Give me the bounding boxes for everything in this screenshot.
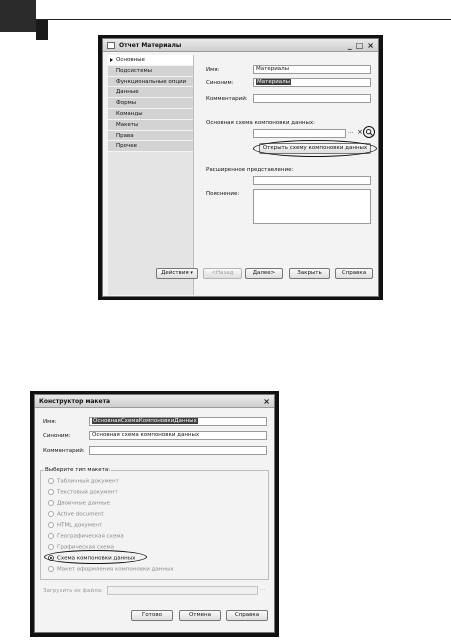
comment-label: Комментарий:: [43, 448, 85, 454]
minimize-button[interactable]: _: [347, 41, 352, 50]
radio-label: Графическая схема: [57, 544, 115, 551]
radio-spreadsheet-document[interactable]: [48, 478, 119, 485]
load-from-file-field[interactable]: [107, 586, 258, 595]
synonym-field[interactable]: [253, 78, 371, 87]
radio-icon: [48, 544, 54, 550]
schema-clear-button[interactable]: ×: [357, 128, 363, 136]
radio-label: Схема компоновки данных: [57, 555, 136, 562]
explanation-field[interactable]: [253, 189, 371, 224]
radio-label: Active document: [57, 511, 104, 518]
radio-label: Табличный документ: [57, 478, 119, 485]
radio-html-document[interactable]: [48, 522, 102, 529]
load-from-file-label: Загрузить из файла:: [43, 588, 103, 594]
comment-field[interactable]: [253, 94, 371, 103]
name-label: Имя:: [43, 419, 57, 425]
radio-icon: [48, 511, 54, 517]
explanation-label: Пояснение:: [206, 191, 240, 197]
report-window-titlebar: [103, 39, 378, 52]
sidebar-item-functional-options[interactable]: Функциональные опции: [108, 77, 193, 88]
open-schema-highlight: [253, 140, 377, 157]
open-schema-icon[interactable]: [363, 126, 375, 138]
synonym-value: Материалы: [257, 79, 290, 85]
chevron-down-icon: ▾: [190, 270, 193, 276]
radio-label: Макет оформления компоновки данных: [57, 566, 174, 573]
close-button[interactable]: ×: [367, 41, 374, 50]
name-value: Материалы: [256, 66, 289, 72]
radio-icon: [48, 489, 54, 495]
header-block: [0, 0, 36, 32]
name-value: ОсновнаяСхемаКомпоновкиДанных: [93, 418, 197, 424]
sidebar-item-commands[interactable]: Команды: [108, 109, 193, 120]
maximize-button[interactable]: □: [355, 41, 364, 50]
sidebar-item-subsystems[interactable]: Подсистемы: [108, 66, 193, 77]
sidebar-item-data[interactable]: Данные: [108, 87, 193, 98]
cancel-button[interactable]: Отмена: [179, 610, 221, 621]
sidebar-item-forms[interactable]: Формы: [108, 98, 193, 109]
actions-button[interactable]: [156, 268, 198, 279]
name-field[interactable]: [89, 417, 267, 426]
data-composition-highlight: [44, 550, 147, 564]
report-window-frame: [98, 35, 383, 300]
name-label: Имя:: [206, 67, 220, 73]
radio-label: HTML документ: [57, 522, 103, 529]
template-designer-title: Конструктор макета: [39, 398, 111, 405]
radio-label: Географическая схема: [57, 533, 124, 540]
report-window: [102, 38, 379, 297]
header-block-tab: [36, 20, 48, 40]
template-designer-frame: [30, 391, 279, 637]
radio-label: Двоичные данные: [57, 500, 110, 507]
next-button[interactable]: Далее>: [245, 268, 283, 279]
header-rule: [36, 19, 451, 20]
load-file-select-button[interactable]: ...: [260, 586, 266, 592]
synonym-label: Синоним:: [206, 80, 234, 86]
schema-label: Основная схема компоновки данных:: [206, 120, 315, 126]
sidebar-item-main[interactable]: Основные: [108, 55, 193, 66]
radio-text-document[interactable]: [48, 489, 118, 496]
template-designer-titlebar: [35, 395, 274, 408]
comment-field[interactable]: [89, 446, 267, 455]
synonym-label: Синоним:: [43, 433, 71, 439]
sidebar-item-rights[interactable]: Права: [108, 131, 193, 142]
radio-geographic-schema[interactable]: [48, 533, 124, 540]
sidebar: [108, 55, 194, 295]
radio-data-composition-appearance-template[interactable]: [48, 566, 174, 573]
radio-active-document[interactable]: [48, 511, 104, 518]
help-button[interactable]: Справка: [226, 610, 268, 621]
comment-label: Комментарий:: [206, 96, 248, 102]
radio-icon: [48, 478, 54, 484]
radio-icon: [48, 500, 54, 506]
radio-binary-data[interactable]: [48, 500, 110, 507]
window-icon: [107, 42, 115, 49]
back-button[interactable]: <Назад: [203, 268, 242, 279]
schema-select-button[interactable]: ...: [348, 129, 354, 135]
synonym-value: Основная схема компоновки данных: [92, 432, 200, 438]
close-button[interactable]: ×: [263, 397, 270, 406]
synonym-field[interactable]: [89, 431, 267, 440]
schema-field[interactable]: [253, 129, 346, 138]
ext-repr-label: Расширенное представление:: [206, 167, 294, 173]
radio-icon: [48, 566, 54, 572]
help-button[interactable]: Справка: [335, 268, 373, 279]
report-window-title: Отчет Материалы: [119, 42, 182, 49]
close-dialog-button[interactable]: Закрыть: [289, 268, 330, 279]
sidebar-item-other[interactable]: Прочее: [108, 141, 193, 152]
open-schema-button[interactable]: Открыть схему компоновки данных: [259, 143, 371, 154]
ready-button[interactable]: Готово: [131, 610, 173, 621]
radio-label: Текстовый документ: [57, 489, 118, 496]
ext-repr-field[interactable]: [253, 176, 371, 185]
template-type-group-label: Выберите тип макета:: [45, 467, 111, 473]
name-field[interactable]: [253, 65, 371, 74]
actions-button-label: Действия: [161, 270, 189, 276]
template-designer-window: [34, 394, 275, 633]
radio-icon: [48, 533, 54, 539]
sidebar-item-templates[interactable]: Макеты: [108, 120, 193, 131]
radio-icon: [48, 522, 54, 528]
